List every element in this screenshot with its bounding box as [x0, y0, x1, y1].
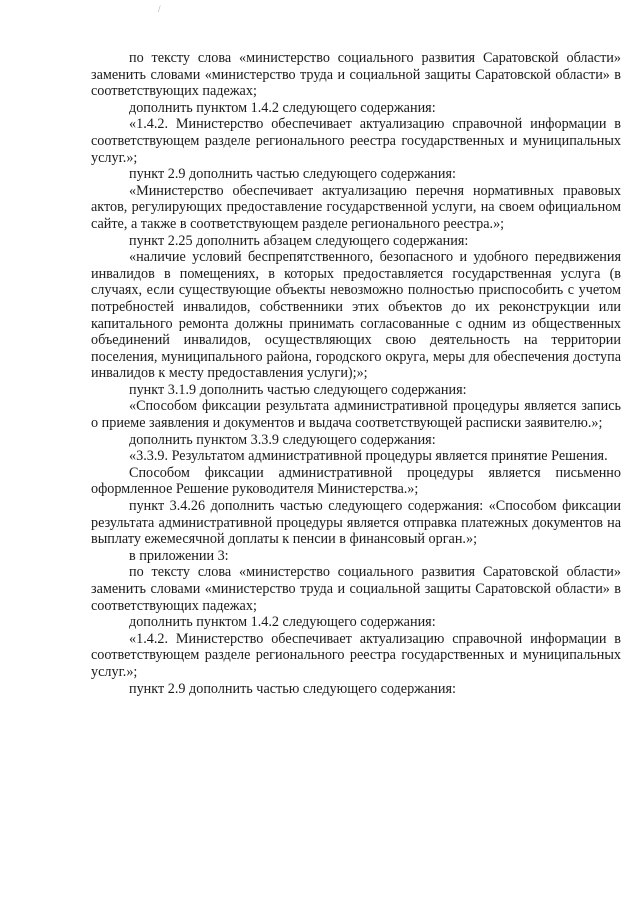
- paragraph: пункт 3.1.9 дополнить частью следующего содержания:: [129, 381, 467, 398]
- paragraph: Способом фиксации административной процедуры является письменно оформленное Решение руководителя Министерства.»;: [91, 464, 621, 498]
- paragraph: пункт 2.9 дополнить частью следующего содержания:: [129, 680, 456, 697]
- paragraph: «Министерство обеспечивает актуализацию перечня нормативных правовых актов, регулирующих предоставление государственной услуги, на своем официальном сайте, а также в соответствующем разделе регионального реестра.»;: [91, 182, 621, 232]
- paragraph: дополнить пунктом 1.4.2 следующего содержания:: [129, 614, 436, 631]
- paragraph: пункт 3.4.26 дополнить частью следующего содержания: «Способом фиксации результата административной процедуры является отправка платежных документов на выплату ежемесячной доплаты к пенсии в финансовый орган.»;: [91, 498, 621, 548]
- paragraph: в приложении 3:: [129, 547, 229, 564]
- paragraph: «3.3.9. Результатом административной процедуры является принятие Решения.: [129, 448, 608, 465]
- paragraph: дополнить пунктом 3.3.9 следующего содержания:: [129, 431, 436, 448]
- paragraph: «1.4.2. Министерство обеспечивает актуализацию справочной информации в соответствующем разделе регионального реестра государственных и муниципальных услуг.»;: [91, 116, 621, 166]
- paragraph: дополнить пунктом 1.4.2 следующего содержания:: [129, 99, 436, 116]
- paragraph: пункт 2.25 дополнить абзацем следующего содержания:: [129, 232, 469, 249]
- paragraph: «наличие условий беспрепятственного, безопасного и удобного передвижения инвалидов в помещениях, в которых предоставляется государственная услуга (в случаях, если существующие объекты невозможно полностью приспособить с учетом потребностей инвалидов, собственники этих объектов до их реконструкции или капитального ремонта должны принимать согласованные с одним из общественных объединений инвалидов, осуществляющих свою деятельность на территории поселения, муниципального района, городского округа, меры для обеспечения доступа инвалидов к месту предоставления услуги);»;: [91, 249, 621, 382]
- paragraph: «1.4.2. Министерство обеспечивает актуализацию справочной информации в соответствующем разделе регионального реестра государственных и муниципальных услуг.»;: [91, 630, 621, 680]
- corner-mark: /: [158, 4, 161, 14]
- paragraph: «Способом фиксации результата административной процедуры является запись о приеме заявления и документов и выдача соответствующей расписки заявителю.»;: [91, 398, 621, 432]
- paragraph: по тексту слова «министерство социального развития Саратовской области» заменить словами «министерство труда и социальной защиты Саратовской области» в соответствующих падежах;: [91, 564, 621, 614]
- paragraph: по тексту слова «министерство социального развития Саратовской области» заменить словами «министерство труда и социальной защиты Саратовской области» в соответствующих падежах;: [91, 50, 621, 100]
- document-body: [91, 50, 621, 697]
- paragraph: пункт 2.9 дополнить частью следующего содержания:: [129, 166, 456, 183]
